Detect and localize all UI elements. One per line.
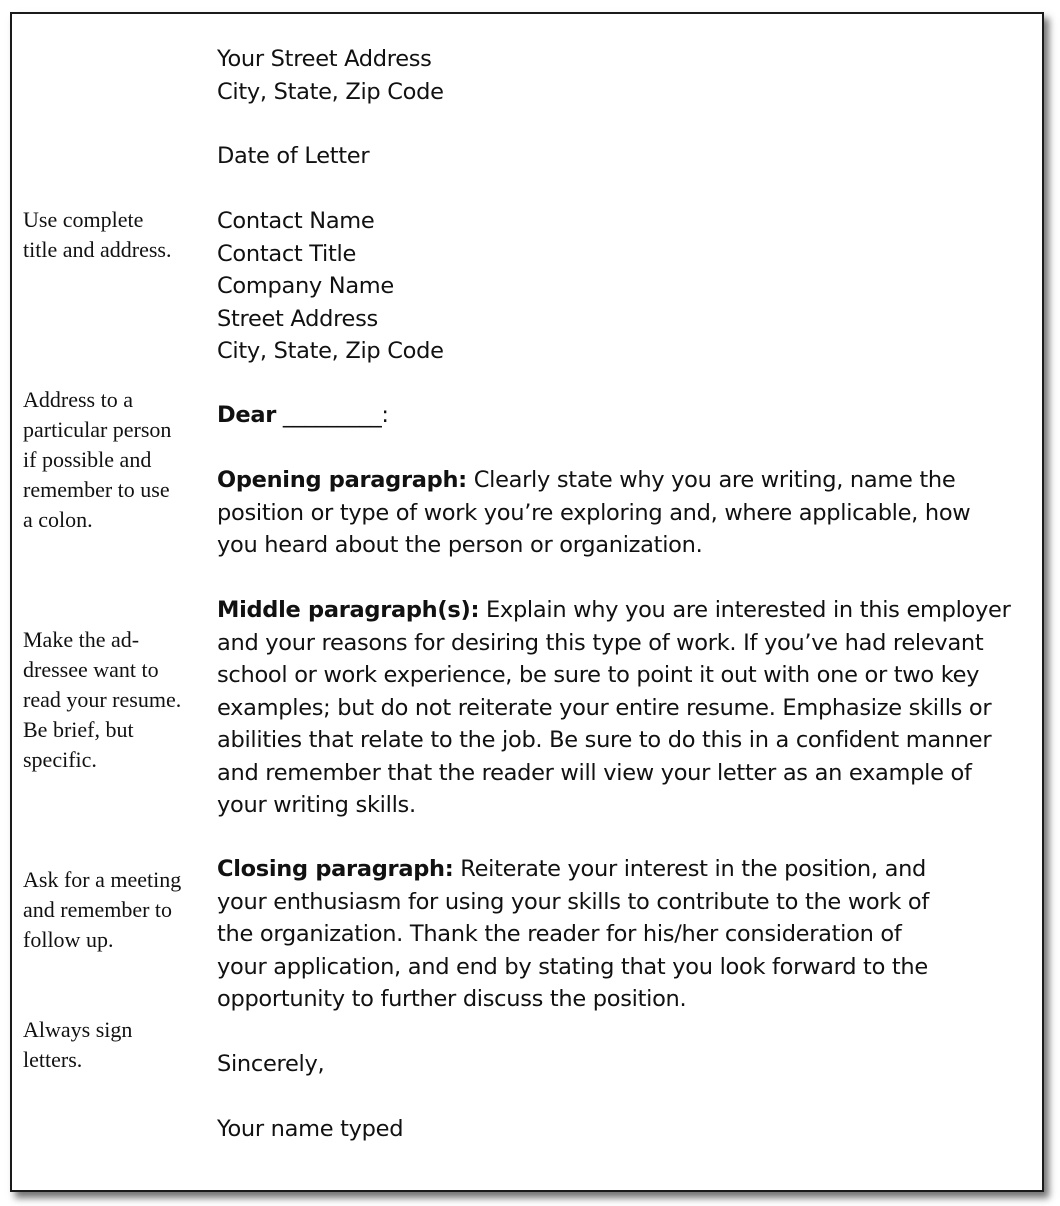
paragraph-line: your enthusiasm for using your skills to contribute to the work of <box>217 888 930 915</box>
note-line: Use complete <box>23 207 144 232</box>
signature <box>217 1113 1017 1146</box>
note-line: title and address. <box>23 237 172 262</box>
opening-text: Clearly state why you are writing, name the <box>466 467 956 493</box>
note-line: specific. <box>23 747 97 772</box>
recipient-line: Contact Title <box>217 240 357 267</box>
sign-off-text: Sincerely, <box>217 1051 325 1077</box>
paragraph-line: the organization. Thank the reader for his/her consideration of <box>217 921 902 947</box>
paragraph-line: and remember that the reader will view your letter as an example of <box>217 759 972 786</box>
closing-paragraph <box>217 853 1017 1016</box>
salutation-line <box>217 399 1017 432</box>
closing-label: Closing paragraph: <box>217 856 454 882</box>
note-line: dressee want to <box>23 657 159 682</box>
paragraph-line: your writing skills. <box>217 792 416 818</box>
recipient-line: City, State, Zip Code <box>217 338 444 364</box>
note-line: and remember to <box>23 897 173 922</box>
paragraph-line <box>217 464 1017 497</box>
margin-note-middle <box>23 625 213 775</box>
recipient-line: Company Name <box>217 273 394 299</box>
middle-label: Middle paragraph(s): <box>217 597 480 623</box>
note-line: letters. <box>23 1047 83 1072</box>
recipient-line: Contact Name <box>217 208 375 234</box>
paragraph-line <box>217 594 1017 627</box>
paragraph-line: and your reasons for desiring this type of work. If you’ve had relevant <box>217 629 984 656</box>
paragraph-line: you heard about the person or organization. <box>217 532 703 558</box>
note-line: a colon. <box>23 507 93 532</box>
opening-paragraph <box>217 464 1017 562</box>
return-address <box>217 43 1017 108</box>
sign-off <box>217 1048 1017 1081</box>
recipient-address <box>217 205 1017 368</box>
closing-text: Reiterate your interest in the position, and <box>453 856 927 882</box>
paragraph-line: school or work experience, be sure to point it out with one or two key <box>217 662 980 688</box>
middle-paragraph <box>217 594 1017 822</box>
paragraph-line: position or type of work you’re exploring and, where applicable, how <box>217 499 971 526</box>
recipient-line: Street Address <box>217 305 378 332</box>
return-city-state-zip: City, State, Zip Code <box>217 78 444 105</box>
note-line: Ask for a meeting <box>23 867 182 892</box>
middle-text: Explain why you are interested in this employer <box>479 597 1011 623</box>
paragraph-line <box>217 853 1017 886</box>
margin-note-closing <box>23 865 213 955</box>
paragraph-line: examples; but do not reiterate your entire resume. Emphasize skills or <box>217 694 992 721</box>
note-line: Always sign <box>23 1017 133 1042</box>
letter-page <box>10 12 1044 1192</box>
salutation-dear: Dear <box>217 402 277 428</box>
note-line: follow up. <box>23 927 114 952</box>
paragraph-line: opportunity to further discuss the position. <box>217 986 687 1012</box>
note-line: remember to use <box>23 477 170 502</box>
letter-date <box>217 140 1017 173</box>
note-line: particular person <box>23 417 172 442</box>
paragraph-line: your application, and end by stating that you look forward to the <box>217 953 928 980</box>
opening-label: Opening paragraph: <box>217 467 467 493</box>
margin-note-salutation <box>23 385 213 535</box>
date-text: Date of Letter <box>217 143 370 169</box>
salutation <box>217 399 1017 432</box>
signature-text: Your name typed <box>217 1116 404 1142</box>
note-line: Address to a <box>23 387 133 412</box>
return-street: Your Street Address <box>217 46 432 72</box>
note-line: if possible and <box>23 447 152 472</box>
margin-note-recipient <box>23 205 213 265</box>
margin-note-signoff <box>23 1015 213 1075</box>
note-line: read your resume. <box>23 687 182 712</box>
paragraph-line: abilities that relate to the job. Be sure to do this in a confident manner <box>217 727 992 753</box>
salutation-blank: _________: <box>276 402 389 428</box>
note-line: Be brief, but <box>23 717 134 742</box>
note-line: Make the ad- <box>23 627 140 652</box>
